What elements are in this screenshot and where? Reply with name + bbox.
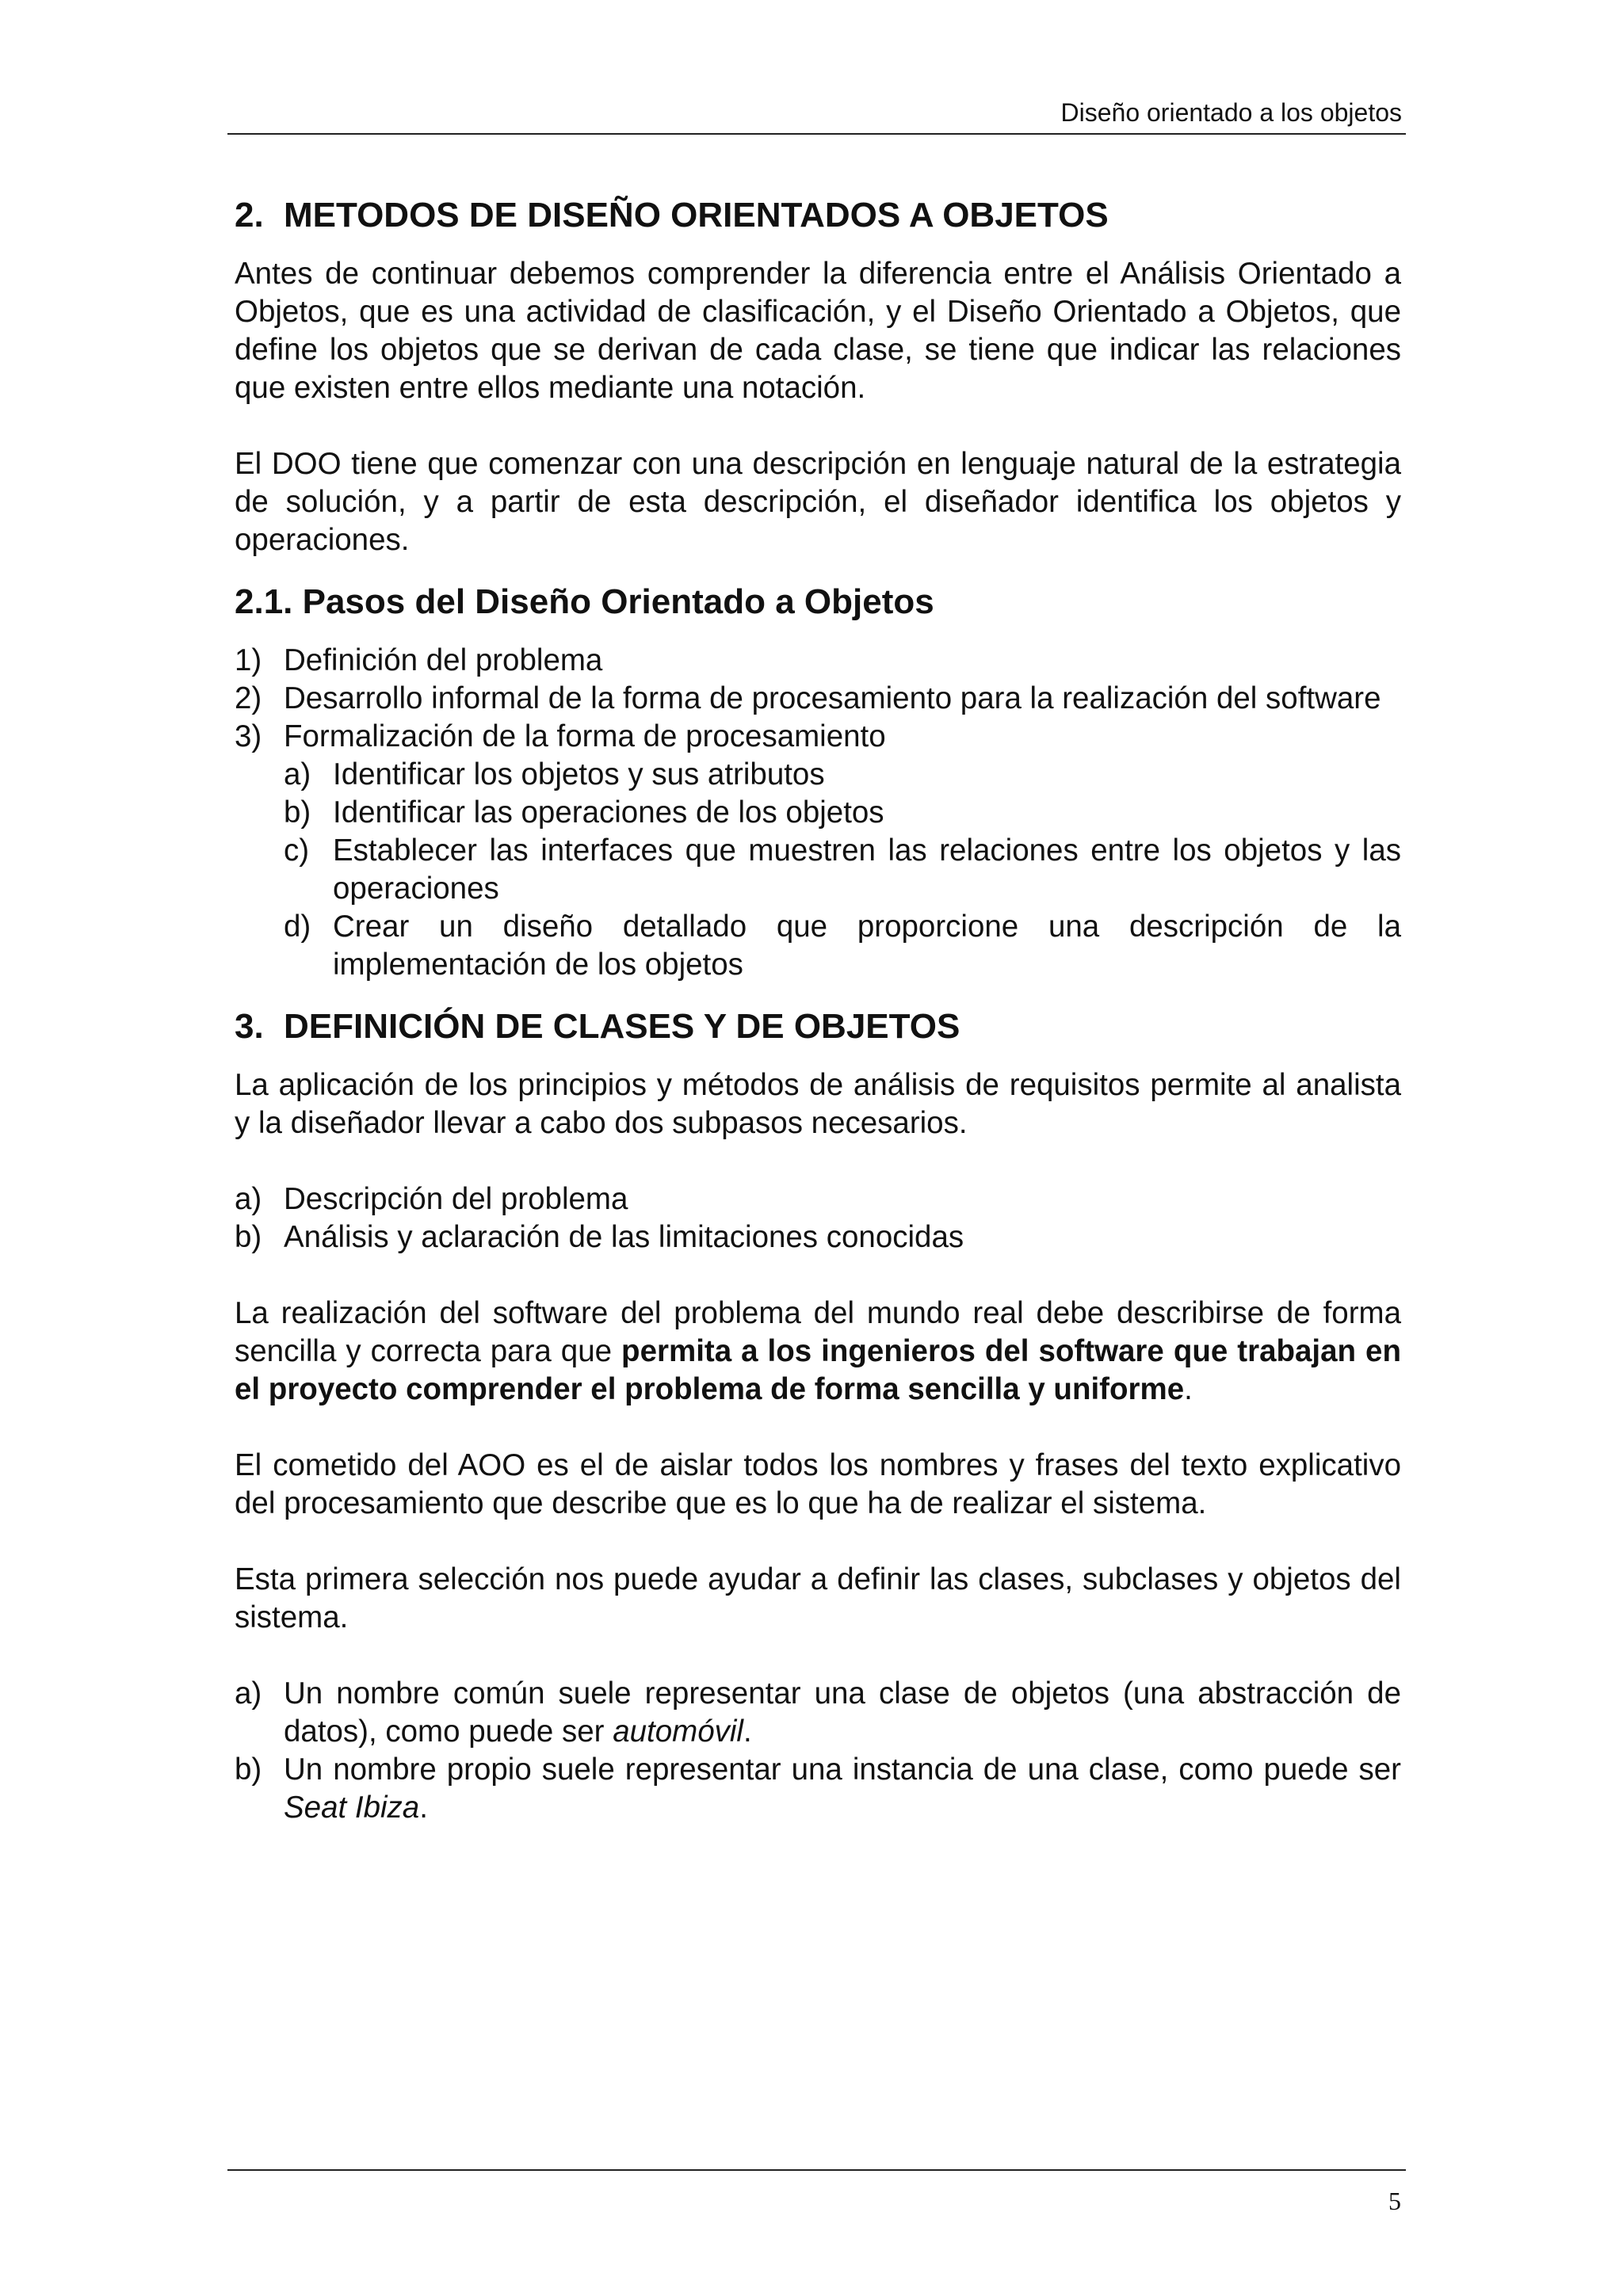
- section-3-heading: [235, 1005, 1401, 1049]
- list-marker: c): [284, 833, 310, 868]
- list-item-text: Identificar las operaciones de los objetos: [333, 795, 884, 830]
- paragraph-end: .: [1184, 1372, 1193, 1406]
- header-rule: [227, 133, 1406, 135]
- substeps-list: [235, 756, 1401, 984]
- section-2-1-heading: 2.1. Pasos del Diseño Orientado a Objetos: [235, 582, 934, 621]
- list-marker: 3): [235, 719, 262, 753]
- bold-emphasis: permita a los ingenieros del software que trabajan en el proyecto comprender el problema de forma sencilla y uniforme: [235, 1334, 1401, 1406]
- section-2-paragraph-1: Antes de continuar debemos comprender la diferencia entre el Análisis Orientado a Objetos, que es una actividad de clasificación, y el Diseño Orientado a Objetos, que define los objetos que se derivan de cada clase, se tiene que indicar las relaciones que existen entre ellos mediante una notación.: [235, 257, 1401, 405]
- section-2-heading: [235, 193, 1401, 238]
- list-marker: a): [284, 757, 311, 791]
- list-item: [235, 1180, 1401, 1219]
- list-marker: a): [235, 1676, 262, 1711]
- list-item-text: [284, 1675, 1401, 1751]
- list-marker: a): [235, 1182, 262, 1216]
- list-item-text: [284, 1751, 1401, 1827]
- list-item-text: Descripción del problema: [284, 1182, 628, 1216]
- list-item: [235, 680, 1401, 718]
- example-text: Un nombre común suele representar una clase de objetos (una abstracción de datos), como puede ser: [284, 1676, 1401, 1749]
- list-item: [235, 1675, 1401, 1751]
- section-3-number: 3.: [235, 1007, 264, 1046]
- section-2-title: METODOS DE DISEÑO ORIENTADOS A OBJETOS: [284, 196, 1109, 235]
- examples-list: [235, 1675, 1401, 1827]
- example-end: .: [419, 1791, 428, 1825]
- list-marker: b): [235, 1220, 262, 1254]
- list-item: [284, 908, 1401, 984]
- list-marker: 2): [235, 681, 262, 715]
- list-item: [284, 756, 1401, 794]
- list-item-text: Identificar los objetos y sus atributos: [333, 757, 825, 791]
- example-italic: automóvil: [613, 1714, 743, 1749]
- example-italic: Seat Ibiza: [284, 1791, 420, 1825]
- section-3-paragraph-1: La aplicación de los principios y métodos de análisis de requisitos permite al analista y la diseñador llevar a cabo dos subpasos necesarios.: [235, 1068, 1401, 1140]
- section-2-number: 2.: [235, 196, 264, 235]
- list-item-text: Formalización de la forma de procesamiento: [284, 719, 886, 753]
- section-3-paragraph-3: El cometido del AOO es el de aislar todos los nombres y frases del texto explicativo del procesamiento que describe que es lo que ha de realizar el sistema.: [235, 1448, 1401, 1520]
- list-item-text: Crear un diseño detallado que proporcione una descripción de la implementación de los objetos: [333, 910, 1401, 982]
- running-title: Diseño orientado a los objetos: [1060, 98, 1402, 127]
- subpasos-list: [235, 1180, 1401, 1257]
- list-marker: b): [235, 1753, 262, 1787]
- list-marker: 1): [235, 643, 262, 677]
- list-item: [235, 1219, 1401, 1257]
- page-number: 5: [1388, 2187, 1401, 2215]
- list-marker: b): [284, 795, 311, 830]
- section-3-paragraph-2: [235, 1295, 1401, 1409]
- list-item: [235, 718, 1401, 756]
- example-text: Un nombre propio suele representar una instancia de una clase, como puede ser: [284, 1753, 1401, 1787]
- list-item: [284, 832, 1401, 908]
- list-item: [235, 1751, 1401, 1827]
- steps-list: [235, 642, 1401, 984]
- list-item-text: Establecer las interfaces que muestren las relaciones entre los objetos y las operaciones: [333, 833, 1401, 906]
- list-marker: d): [284, 910, 311, 944]
- section-3-title: DEFINICIÓN DE CLASES Y DE OBJETOS: [284, 1007, 960, 1046]
- page-content: [235, 193, 1401, 1827]
- section-2-paragraph-2: El DOO tiene que comenzar con una descripción en lenguaje natural de la estrategia de solución, y a partir de esta descripción, el diseñador identifica los objetos y operaciones.: [235, 447, 1401, 557]
- section-3-paragraph-4: Esta primera selección nos puede ayudar a definir las clases, subclases y objetos del sistema.: [235, 1562, 1401, 1634]
- list-item-text: Desarrollo informal de la forma de procesamiento para la realización del software: [284, 681, 1381, 715]
- list-item-text: Análisis y aclaración de las limitaciones conocidas: [284, 1220, 964, 1254]
- list-item: [284, 794, 1401, 832]
- list-item-text: Definición del problema: [284, 643, 603, 677]
- footer-rule: [227, 2169, 1406, 2171]
- list-item: [235, 642, 1401, 680]
- paragraph-text: La realización del software del problema del mundo real debe describirse de forma sencilla y correcta para que: [235, 1296, 1401, 1368]
- example-end: .: [743, 1714, 752, 1749]
